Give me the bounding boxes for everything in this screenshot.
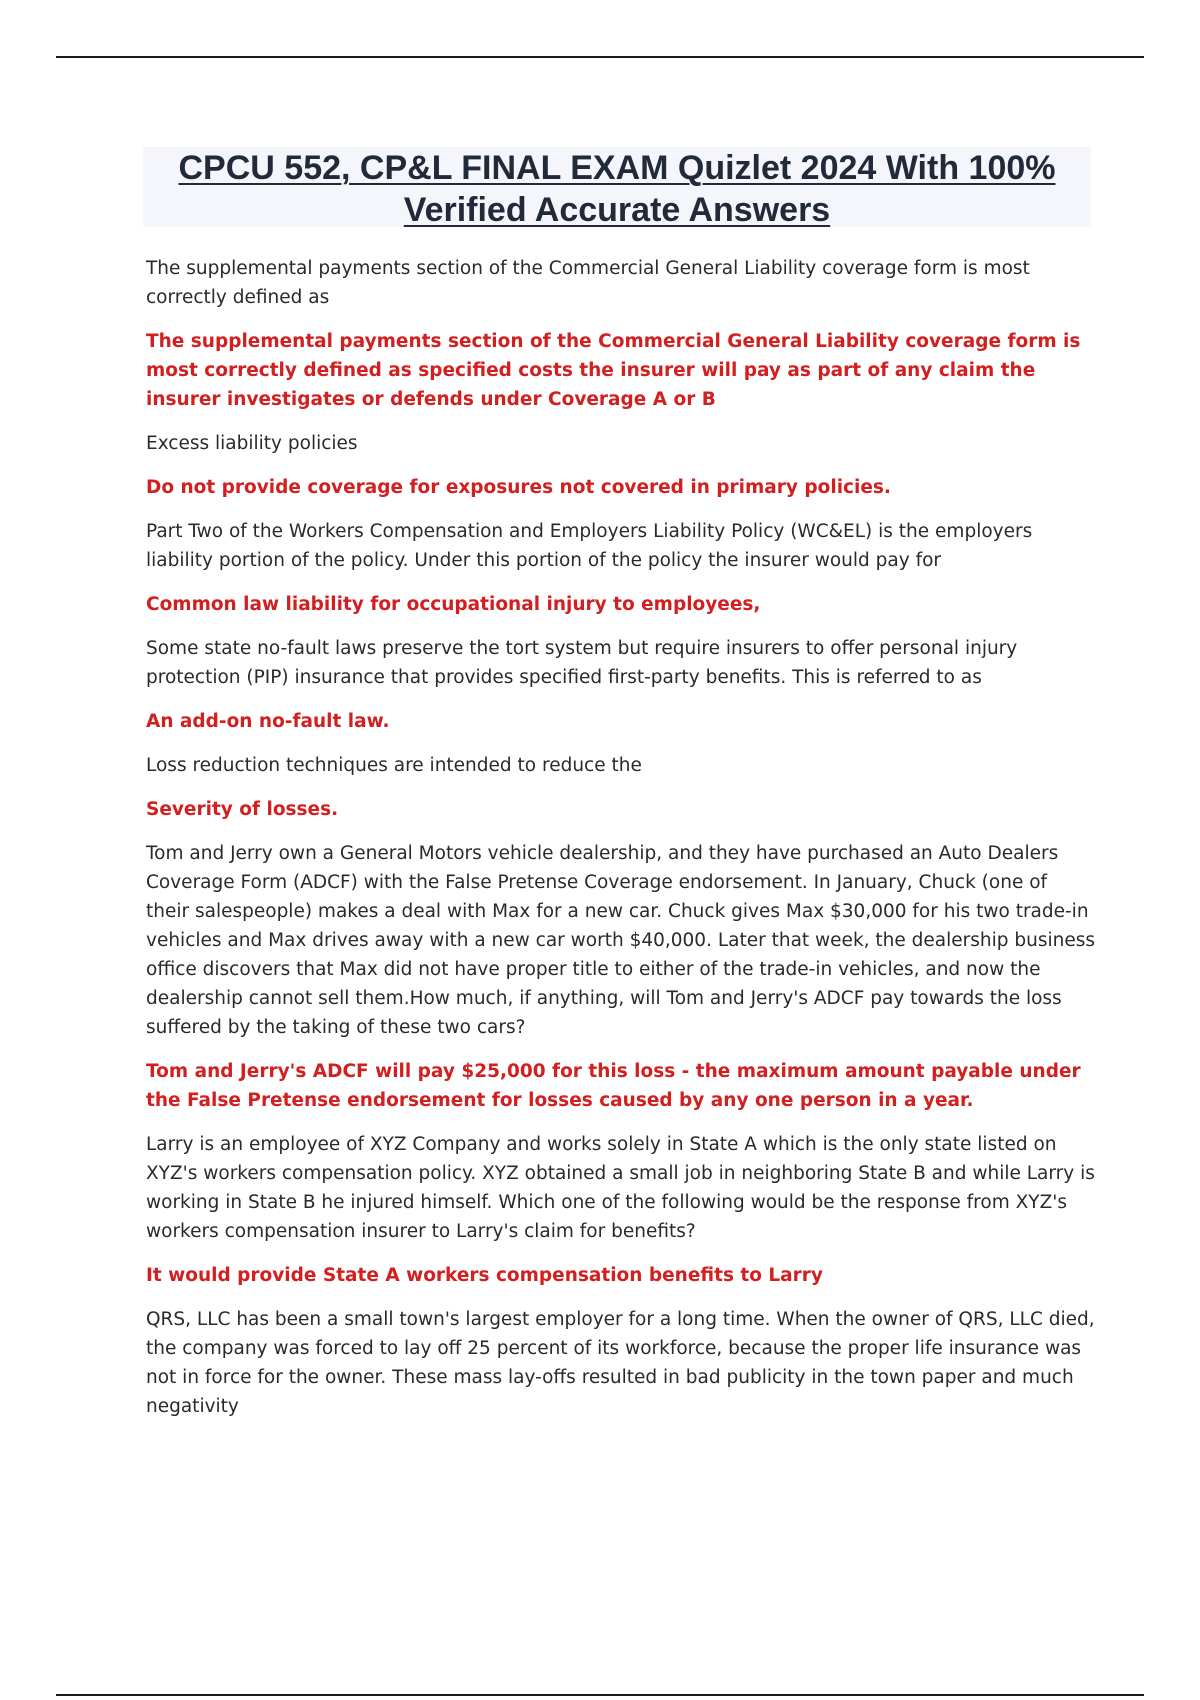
answer-text: Tom and Jerry's ADCF will pay $25,000 for this loss - the maximum amount payable under the False Pretense endorsement for losses caused by any one person in a year. (146, 1061, 1081, 1111)
question-text: Loss reduction techniques are intended to reduce the (146, 755, 642, 776)
question-text: Some state no-fault laws preserve the tort system but require insurers to offer personal injury protection (PIP) insurance that provides specified first-party benefits. This is referred to as (146, 638, 1018, 688)
answer-text: The supplemental payments section of the Commercial General Liability coverage form is most correctly defined as specified costs the insurer will pay as part of any claim the insurer investigates or defends under Coverage A or B (146, 331, 1081, 410)
title-line-1: CPCU 552, CP&L FINAL EXAM Quizlet 2024 With 100% (178, 149, 1056, 187)
top-rule (56, 56, 1144, 58)
question-text: Tom and Jerry own a General Motors vehicle dealership, and they have purchased an Auto Dealers Coverage Form (ADCF) with the False Pretense Coverage endorsement. In January, Chuck (one of their salespeople) makes a deal with Max for a new car. Chuck gives Max $30,000 for his two trade-in vehicles and Max drives away with a new car worth $40,000. Later that week, the dealership business office discovers that Max did not have proper title to either of the trade-in vehicles, and now the dealership cannot sell them.How much, if anything, will Tom and Jerry's ADCF pay towards the loss suffered by the taking of these two cars? (146, 843, 1096, 1038)
answer-text: Do not provide coverage for exposures not covered in primary policies. (146, 477, 891, 498)
question-text: Part Two of the Workers Compensation and Employers Liability Policy (WC&EL) is the employers liability portion of the policy. Under this portion of the policy the insurer would pay for (146, 521, 1033, 571)
question-text: Larry is an employee of XYZ Company and works solely in State A which is the only state listed on XYZ's workers compensation policy. XYZ obtained a small job in neighboring State B and while Larry is working in State B he injured himself. Which one of the following would be the response from XYZ's workers compensation insurer to Larry's claim for benefits? (146, 1134, 1095, 1242)
answer-text: Common law liability for occupational injury to employees, (146, 594, 761, 615)
question-text: Excess liability policies (146, 433, 358, 454)
answer-text: An add-on no-fault law. (146, 711, 390, 732)
title-line-2: Verified Accurate Answers (403, 191, 831, 229)
bottom-rule (56, 1694, 1144, 1696)
trailing-question-text: QRS, LLC has been a small town's largest employer for a long time. When the owner of QRS, LLC died, the company was forced to lay off 25 percent of its workforce, because the proper life insurance was not in force for the owner. These mass lay-offs resulted in bad publicity in the town paper and much negativity (146, 1309, 1095, 1417)
answer-text: It would provide State A workers compensation benefits to Larry (146, 1265, 823, 1286)
document-title (143, 147, 1091, 227)
question-text: The supplemental payments section of the Commercial General Liability coverage form is most correctly defined as (146, 258, 1030, 308)
qa-content (146, 254, 1096, 1436)
answer-text: Severity of losses. (146, 799, 339, 820)
